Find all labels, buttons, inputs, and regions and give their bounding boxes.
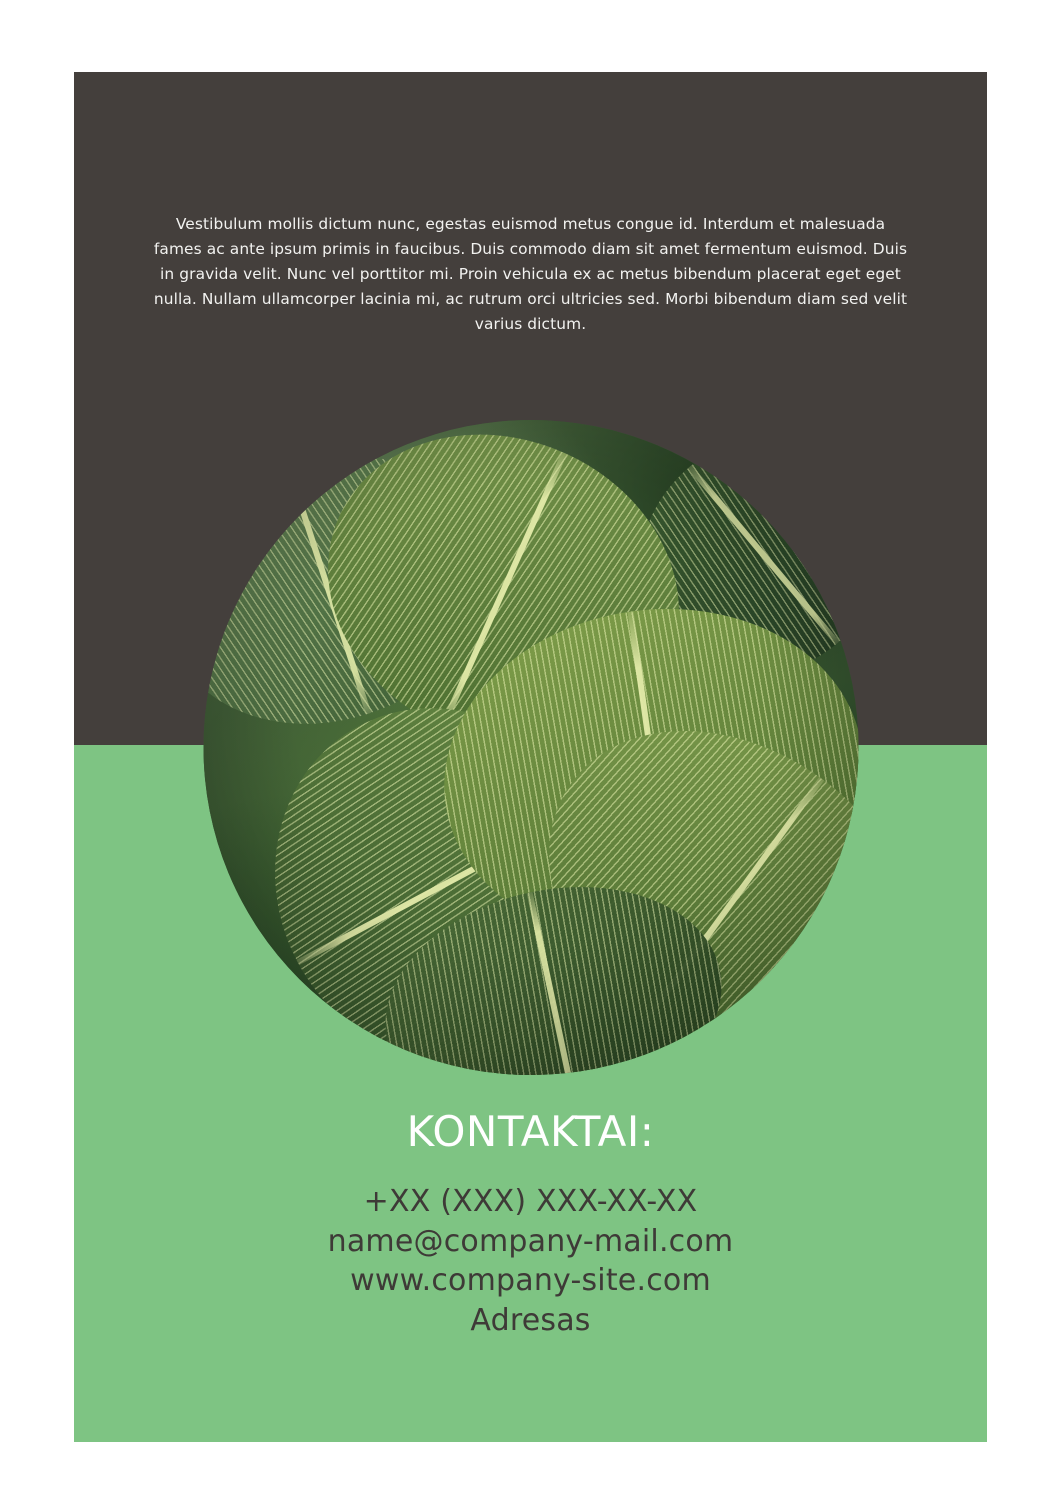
contacts-block bbox=[74, 1107, 987, 1340]
tropical-leaves-photo bbox=[203, 420, 858, 1075]
contact-website[interactable]: www.company-site.com bbox=[350, 1263, 711, 1299]
contact-email[interactable]: name@company-mail.com bbox=[327, 1223, 734, 1259]
poster-canvas bbox=[74, 72, 987, 1442]
contacts-title: KONTAKTAI: bbox=[406, 1107, 655, 1156]
contact-address: Adresas bbox=[470, 1302, 591, 1338]
intro-paragraph: Vestibulum mollis dictum nunc, egestas euismod metus congue id. Interdum et malesuada fames ac ante ipsum primis in faucibus. Duis commodo diam sit amet fermentum euismod. Duis in gravida velit. Nunc vel porttitor mi. Proin vehicula ex ac metus bibendum placerat eget eget nulla. Nullam ullamcorper lacinia mi, ac rutrum orci ultricies sed. Morbi bibendum diam sed velit varius dictum. bbox=[153, 215, 908, 334]
photo-vignette bbox=[203, 420, 858, 1075]
contact-phone[interactable]: +XX (XXX) XXX-XX-XX bbox=[363, 1184, 698, 1219]
